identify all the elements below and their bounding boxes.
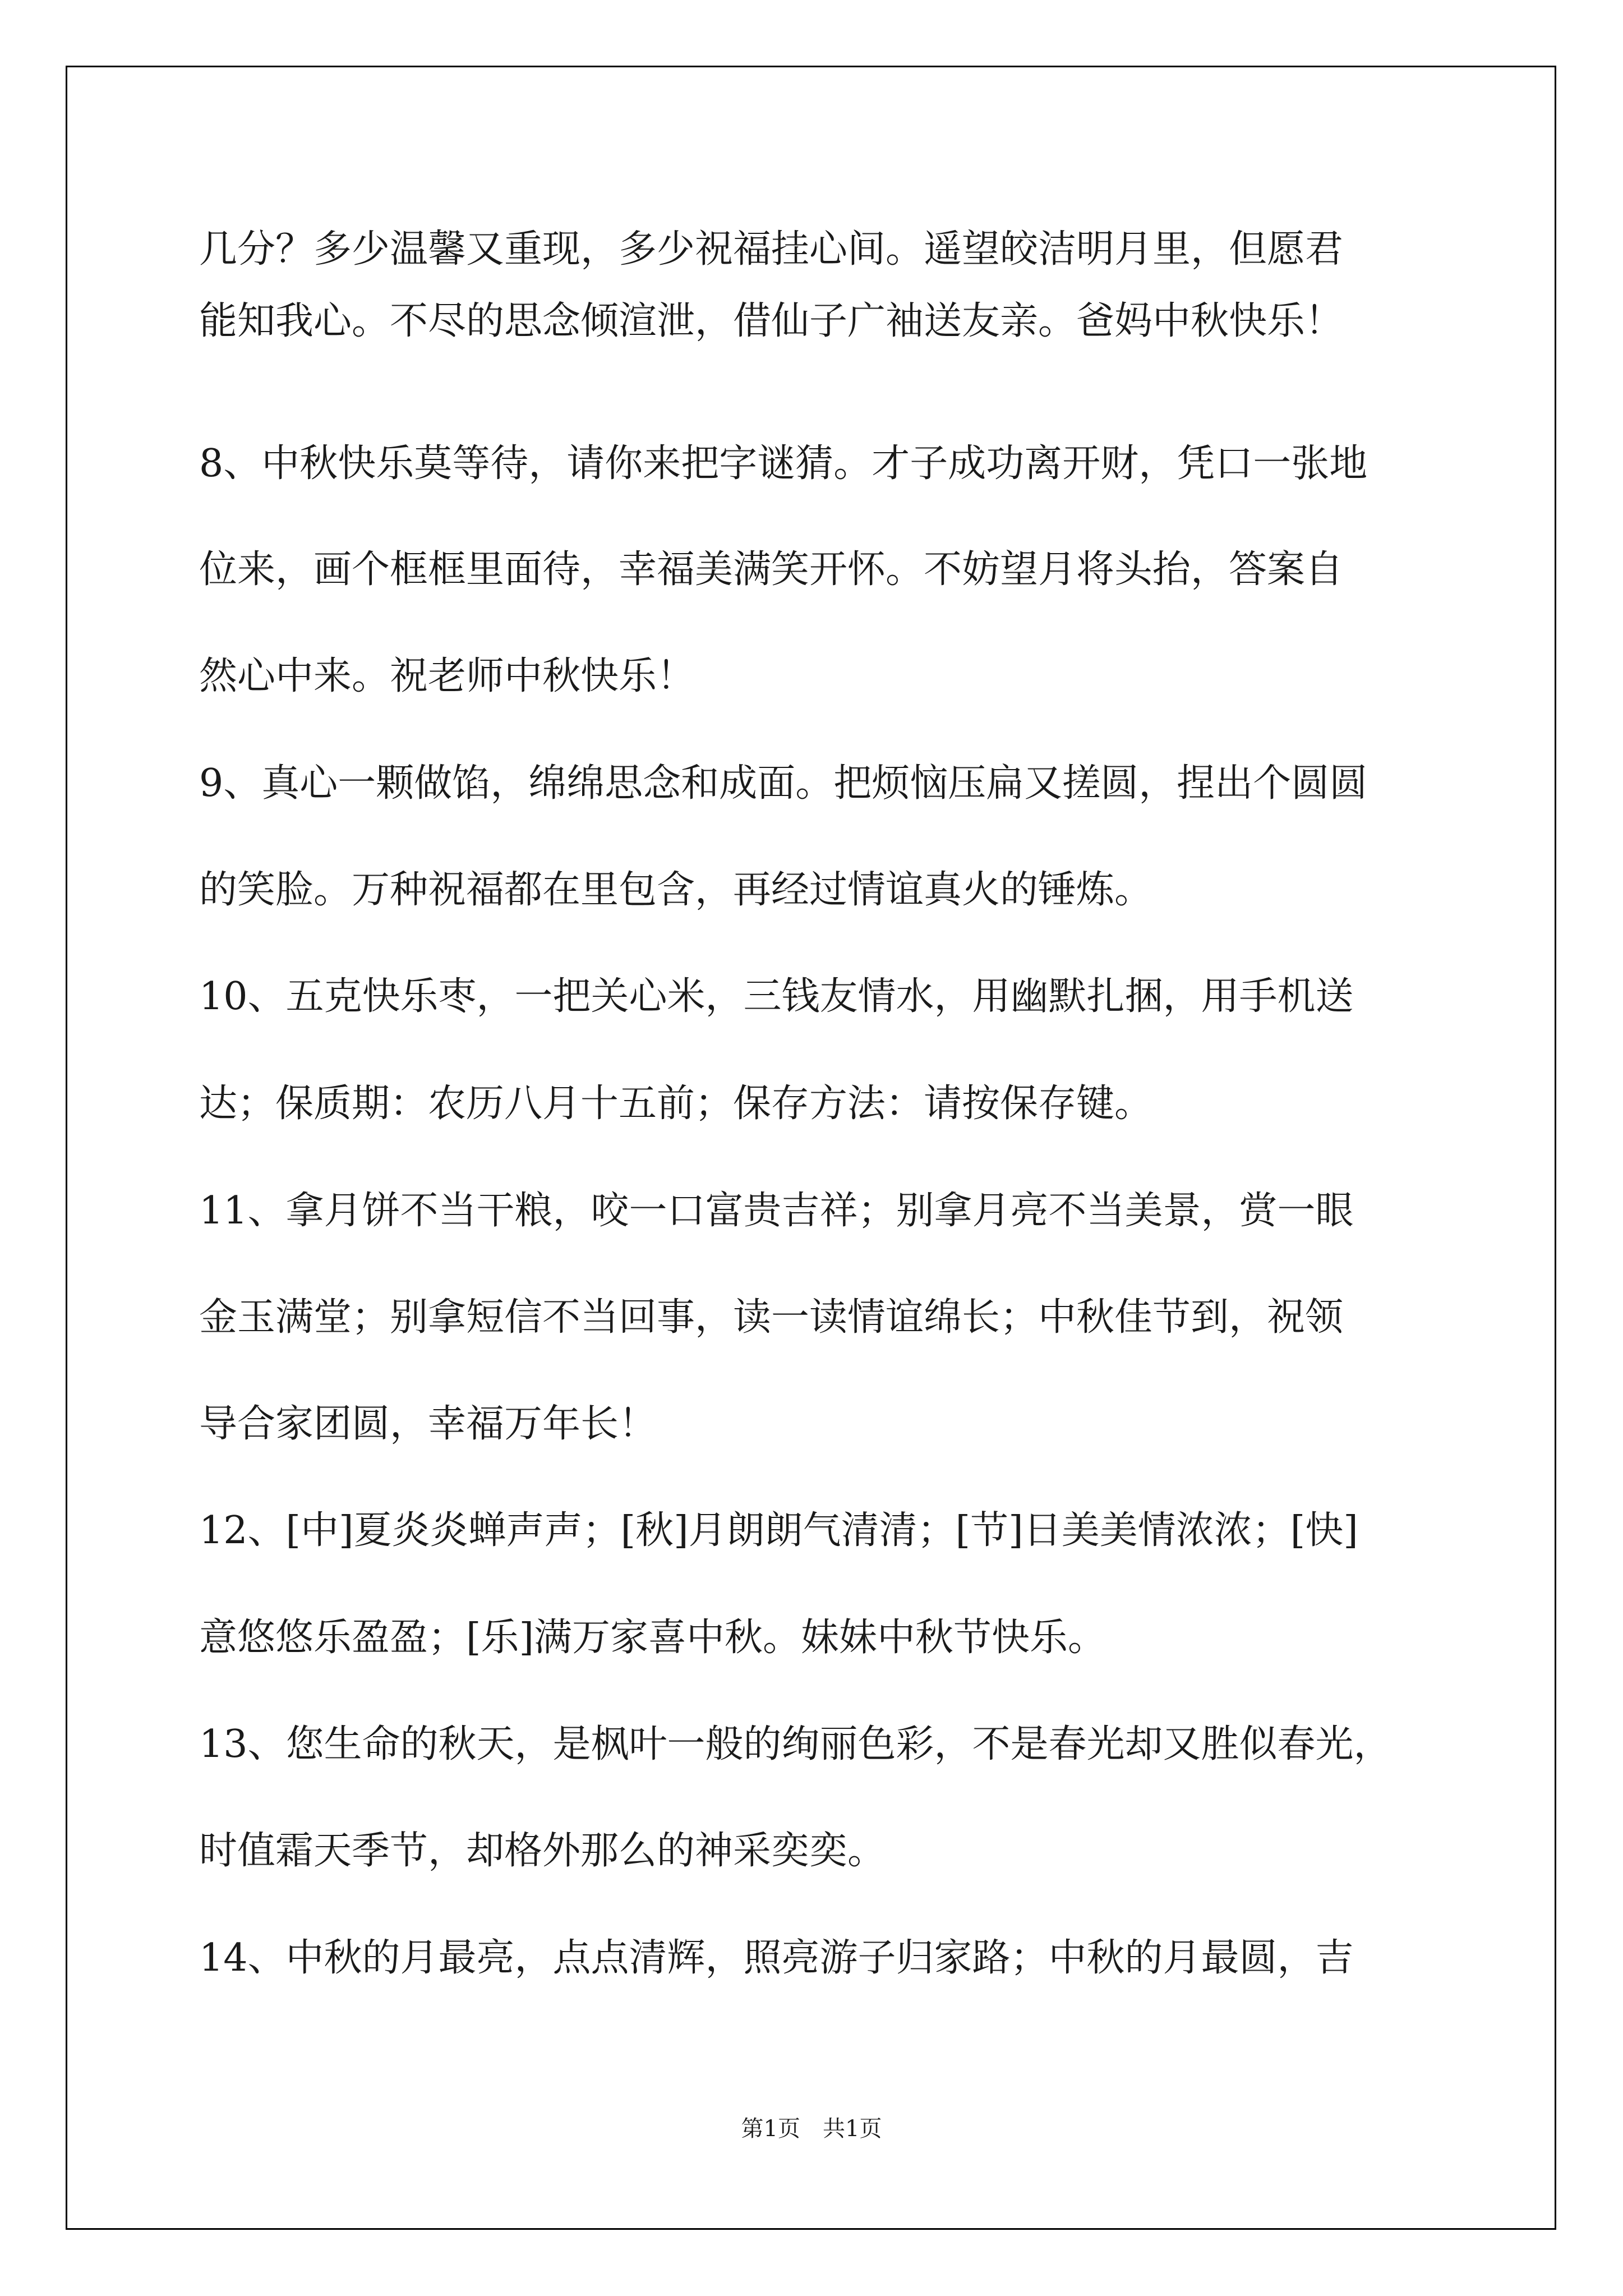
body-text-line: 意悠悠乐盈盈；[乐]满万家喜中秋。妹妹中秋节快乐。: [199, 1616, 1106, 1660]
body-text-line: 能知我心。不尽的思念倾渲泄，借仙子广袖送友亲。爸妈中秋快乐！: [199, 299, 1344, 343]
body-text-line: 导合家团圆，幸福万年长！: [199, 1402, 657, 1446]
body-text-line: 几分？多少温馨又重现，多少祝福挂心间。遥望皎洁明月里，但愿君: [199, 227, 1344, 272]
body-text-line: 14、中秋的月最亮，点点清辉，照亮游子归家路；中秋的月最圆，吉: [199, 1936, 1354, 1980]
body-text-line: 然心中来。祝老师中秋快乐！: [199, 654, 695, 698]
body-text-line: 8、中秋快乐莫等待，请你来把字谜猜。才子成功离开财，凭口一张地: [199, 441, 1368, 486]
body-text-line: 时值霜天季节，却格外那么的神采奕奕。: [199, 1829, 886, 1873]
body-text-line: 10、五克快乐枣，一把关心米，三钱友情水，用幽默扎捆，用手机送: [199, 974, 1354, 1019]
page-border: [66, 66, 1556, 2230]
body-text-line: 11、拿月饼不当干粮，咬一口富贵吉祥；别拿月亮不当美景，赏一眼: [199, 1189, 1354, 1233]
body-text-line: 位来，画个框框里面待，幸福美满笑开怀。不妨望月将头抬，答案自: [199, 547, 1344, 592]
body-text-line: 金玉满堂；别拿短信不当回事，读一读情谊绵长；中秋佳节到，祝领: [199, 1295, 1344, 1340]
body-text-line: 达；保质期：农历八月十五前；保存方法：请按保存键。: [199, 1082, 1153, 1126]
body-text-line: 12、[中]夏炎炎蝉声声；[秋]月朗朗气清清；[节]日美美情浓浓；[快]: [199, 1508, 1358, 1553]
page-number-footer: 第1页 共1页: [741, 2116, 882, 2142]
body-text-line: 的笑脸。万种祝福都在里包含，再经过情谊真火的锤炼。: [199, 868, 1153, 912]
body-text-line: 9、真心一颗做馅，绵绵思念和成面。把烦恼压扁又搓圆，捏出个圆圆: [199, 761, 1368, 806]
body-text-line: 13、您生命的秋天，是枫叶一般的绚丽色彩，不是春光却又胜似春光，: [199, 1722, 1392, 1766]
